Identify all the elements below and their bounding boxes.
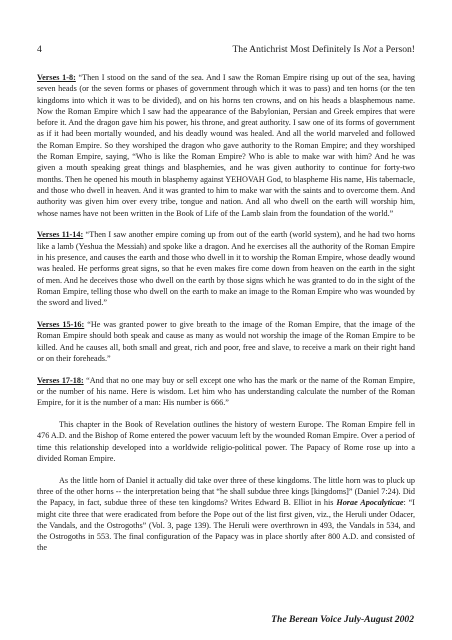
running-title-part: a Person! bbox=[376, 44, 415, 55]
verse-text: “Then I saw another empire coming up from out of the earth (world system), and he had two horns like a lamb (Yeshua the Messiah) and spoke like a dragon. And he exercises all the authority of the Roman Empire in his presence, and causes the earth and those who dwell in it to worship the Roman Empire, whose deadly wound was healed. He performs great signs, so that he even makes fire come down from heaven on the earth in the sight of men. And he deceives those who dwell on the earth by those signs which he was granted to do in the sight of the Roman Empire, telling those who dwell on the earth to make an image to the Roman Empire who was wounded by the sword and lived.” bbox=[37, 230, 415, 308]
running-title-emphasis: Not bbox=[362, 44, 377, 55]
body-text: : “I might cite three that were eradicated from before the Pope out of the list first given, viz., the Heruli under Odacer, the Vandals, and the Ostrogoths” (Vol. 3, page 139). The Heruli were overthrown in 493, the Vandals in 534, and the Ostrogoths in 553. The final configuration of the Papacy was in place shortly after 800 A.D. and consisted of the bbox=[37, 498, 415, 553]
verse-text: “He was granted power to give breath to the image of the Roman Empire, that the image of the Roman Empire should both speak and cause as many as would not worship the image of the Roman Empire to be killed. And he causes all, both small and great, rich and poor, free and slave, to receive a mark on their right hand or on their foreheads.” bbox=[37, 319, 416, 363]
body-paragraph bbox=[37, 475, 415, 554]
verse-text: “And that no one may buy or sell except one who has the mark or the name of the Roman Empire, or the number of his name. Here is wisdom. Let him who has understanding calculate the number of the Roman Empire, for it is the number of a man: His number is 666.” bbox=[37, 375, 415, 408]
page-number: 4 bbox=[37, 44, 42, 55]
page-footer: The Berean Voice July-August 2002 bbox=[271, 614, 414, 625]
verse-paragraph bbox=[37, 72, 415, 219]
book-title: Horae Apocalyticae bbox=[336, 498, 404, 508]
verse-reference: Verses 17-18: bbox=[37, 375, 84, 385]
running-title bbox=[232, 44, 415, 56]
running-title-part: The Antichrist Most Definitely Is bbox=[232, 44, 363, 55]
verse-paragraph bbox=[37, 375, 415, 409]
page-header bbox=[37, 44, 415, 56]
verse-paragraph bbox=[37, 229, 415, 308]
verse-reference: Verses 1-8: bbox=[37, 73, 76, 82]
body-text: As the little horn of Daniel it actually did take over three of these kingdoms. The little horn was to pluck up three of the other horns -- the interpretation being that “he shall subdue three kings [kingdoms]” (Daniel 7:24). Did the Papacy, in fact, subdue three of these ten kingdoms? Writes Edward B. Elliot in his bbox=[37, 475, 415, 508]
verse-paragraph bbox=[37, 319, 415, 364]
verse-text: “Then I stood on the sand of the sea. And I saw the Roman Empire rising up out of the sea, having seven heads (or the seven forms or phases of government through which it was to pass) and ten horns (or the ten kingdoms into which it was to be divided), and on his horns ten crowns, and on his heads a blasphemous name. Now the Roman Empire which I saw had the appearance of the Babylonian, Persian and Greek empires that were before it. And the dragon gave him his power, his throne, and great authority. I saw one of its forms of government as if it had been mortally wounded, and his deadly wound was healed. And all the world marveled and followed the Roman Empire. So they worshiped the dragon who gave authority to the Roman Empire; and they worshiped the Roman Empire, saying, “Who is like the Roman Empire? Who is able to make war with him? And he was given a mouth speaking great things and blasphemies, and he was given authority to continue for forty-two months. Then he opened his mouth in blasphemy against YEHOVAH God, to blaspheme His name, His tabernacle, and those who dwell in heaven. And it was granted to him to make war with the saints and to overcome them. And authority was given him over every tribe, tongue and nation. And all who dwell on the earth will worship him, whose names have not been written in the Book of Life of the Lamb slain from the foundation of the world.” bbox=[37, 73, 416, 218]
verse-reference: Verses 11-14: bbox=[37, 230, 84, 240]
verse-reference: Verses 15-16: bbox=[37, 319, 85, 329]
body-paragraph: This chapter in the Book of Revelation outlines the history of western Europe. The Roman Empire fell in 476 A.D. and the Bishop of Rome entered the power vacuum left by the wounded Roman Empire. Over a period of time this relationship developed into a worldwide religio-political power. The Papacy of Rome rose up into a divided Roman Empire. bbox=[37, 420, 415, 463]
